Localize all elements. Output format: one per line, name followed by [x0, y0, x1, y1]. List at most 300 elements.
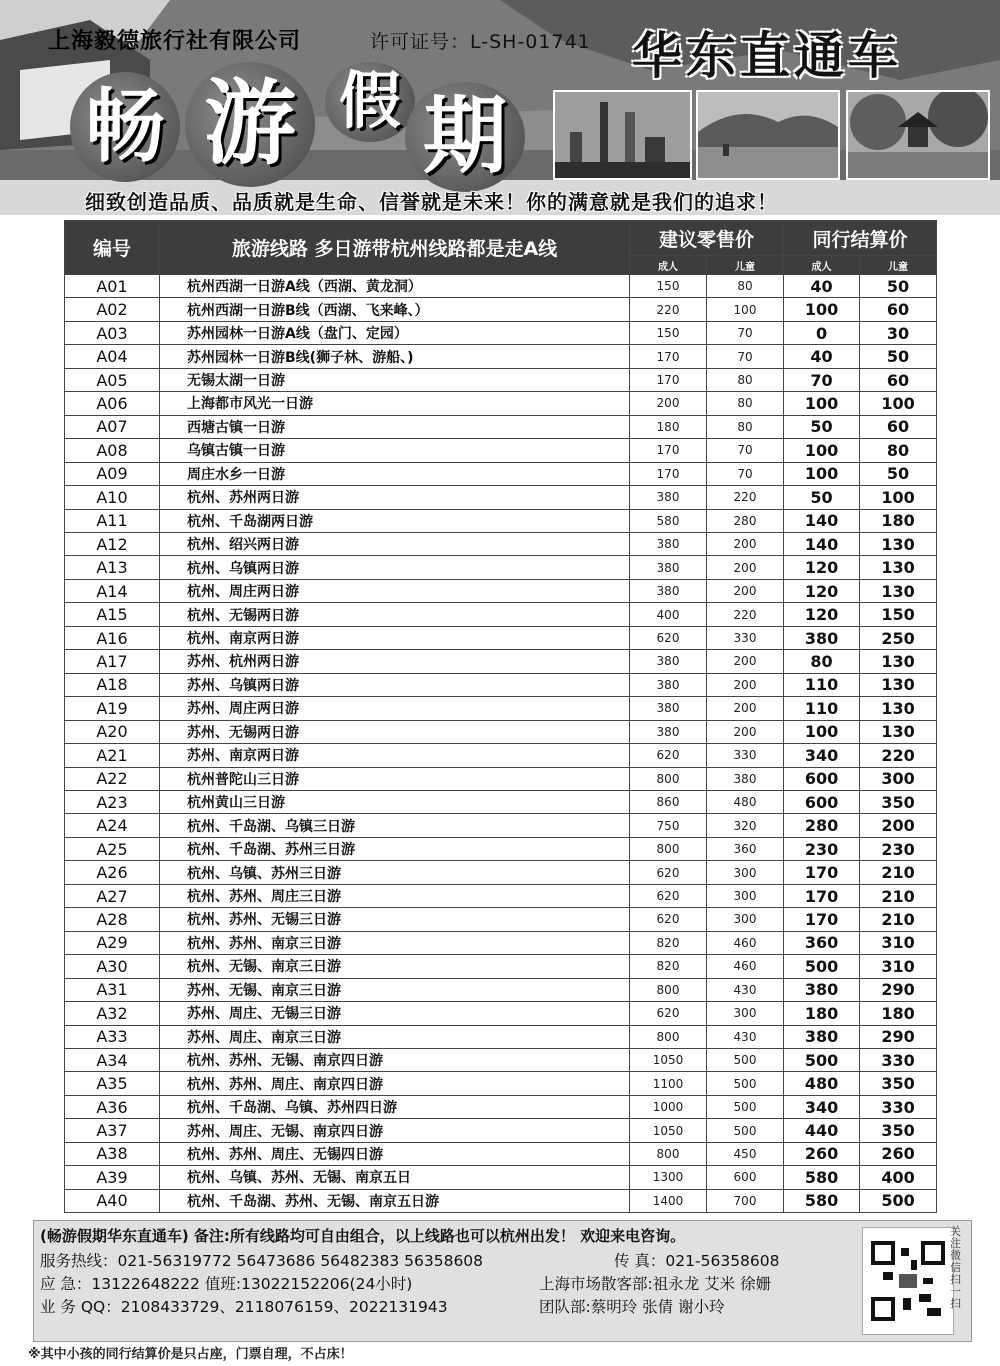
route-code: A14	[65, 579, 160, 602]
retail-child-price: 500	[707, 1095, 784, 1118]
net-adult-price: 100	[784, 720, 860, 743]
route-code: A30	[65, 955, 160, 978]
table-row	[65, 978, 937, 1001]
route-code: A12	[65, 532, 160, 555]
route-name: 西塘古镇一日游	[160, 415, 630, 438]
table-row	[65, 931, 937, 954]
route-name: 苏州、周庄、无锡、南京四日游	[160, 1119, 630, 1142]
table-row	[65, 579, 937, 602]
retail-adult-price: 400	[630, 603, 707, 626]
route-code: A03	[65, 321, 160, 344]
net-adult-price: 80	[784, 650, 860, 673]
route-code: A09	[65, 462, 160, 485]
net-adult-price: 50	[784, 415, 860, 438]
route-name: 杭州、苏州、南京三日游	[160, 931, 630, 954]
market-contacts: 上海市场散客部:祖永龙 艾米 徐姗	[539, 1275, 772, 1293]
retail-child-price: 70	[707, 345, 784, 368]
route-name: 杭州、苏州、周庄三日游	[160, 884, 630, 907]
route-code: A40	[65, 1189, 160, 1212]
route-name: 杭州、南京两日游	[160, 626, 630, 649]
table-row	[65, 1072, 937, 1095]
retail-adult-price: 180	[630, 415, 707, 438]
table-row	[65, 720, 937, 743]
retail-child-price: 80	[707, 392, 784, 415]
route-name: 周庄水乡一日游	[160, 462, 630, 485]
qr-caption: 关注微信扫一扫	[950, 1225, 961, 1310]
net-adult-price: 100	[784, 462, 860, 485]
net-adult-price: 180	[784, 1002, 860, 1025]
table-row	[65, 650, 937, 673]
table-row	[65, 392, 937, 415]
table-row	[65, 1025, 937, 1048]
retail-child-price: 200	[707, 532, 784, 555]
retail-child-price: 360	[707, 837, 784, 860]
table-header-row	[65, 221, 937, 256]
net-child-price: 290	[860, 978, 937, 1001]
net-adult-price: 280	[784, 814, 860, 837]
route-name: 杭州、苏州、周庄、南京四日游	[160, 1072, 630, 1095]
route-name: 杭州、苏州两日游	[160, 486, 630, 509]
route-code: A24	[65, 814, 160, 837]
retail-child-price: 500	[707, 1119, 784, 1142]
route-name: 杭州、苏州、无锡三日游	[160, 908, 630, 931]
table-body	[65, 275, 937, 1213]
route-code: A37	[65, 1119, 160, 1142]
retail-child-price: 200	[707, 720, 784, 743]
retail-child-price: 220	[707, 603, 784, 626]
route-code: A34	[65, 1048, 160, 1071]
net-child-price: 210	[860, 908, 937, 931]
retail-adult-price: 170	[630, 345, 707, 368]
net-child-price: 130	[860, 579, 937, 602]
table-row	[65, 368, 937, 391]
retail-child-price: 300	[707, 861, 784, 884]
net-adult-price: 230	[784, 837, 860, 860]
route-name: 杭州黄山三日游	[160, 790, 630, 813]
retail-child-price: 460	[707, 955, 784, 978]
route-code: A23	[65, 790, 160, 813]
route-name: 杭州普陀山三日游	[160, 767, 630, 790]
table-row	[65, 532, 937, 555]
retail-adult-price: 380	[630, 579, 707, 602]
brand-logo	[70, 62, 560, 192]
retail-adult-price: 620	[630, 861, 707, 884]
table-row	[65, 814, 937, 837]
net-adult-price: 600	[784, 790, 860, 813]
table-row	[65, 1189, 937, 1212]
retail-child-price: 600	[707, 1166, 784, 1189]
retail-adult-price: 1100	[630, 1072, 707, 1095]
net-child-price: 180	[860, 509, 937, 532]
net-child-price: 230	[860, 837, 937, 860]
retail-child-price: 200	[707, 579, 784, 602]
route-name: 苏州、周庄、无锡三日游	[160, 1002, 630, 1025]
net-child-price: 300	[860, 767, 937, 790]
net-adult-price: 120	[784, 603, 860, 626]
retail-adult-price: 800	[630, 1025, 707, 1048]
route-code: A18	[65, 673, 160, 696]
net-child-price: 250	[860, 626, 937, 649]
retail-adult-price: 620	[630, 744, 707, 767]
net-adult-price: 170	[784, 861, 860, 884]
fax-number: 传 真：021-56358608	[614, 1252, 780, 1270]
route-code: A02	[65, 298, 160, 321]
route-name: 杭州、周庄两日游	[160, 579, 630, 602]
retail-child-price: 300	[707, 1002, 784, 1025]
net-adult-price: 0	[784, 321, 860, 344]
retail-child-price: 300	[707, 908, 784, 931]
route-code: A33	[65, 1025, 160, 1048]
table-row	[65, 697, 937, 720]
bottom-note: ※其中小孩的同行结算价是只占座，门票自理，不占床！	[28, 1347, 353, 1362]
net-adult-price: 120	[784, 579, 860, 602]
retail-child-price: 80	[707, 415, 784, 438]
route-name: 杭州、千岛湖、乌镇、苏州四日游	[160, 1095, 630, 1118]
photo-skyline	[553, 90, 692, 180]
net-child-price: 50	[860, 462, 937, 485]
net-adult-price: 260	[784, 1142, 860, 1165]
net-child-price: 100	[860, 486, 937, 509]
net-child-price: 220	[860, 744, 937, 767]
retail-adult-price: 150	[630, 321, 707, 344]
table-row	[65, 626, 937, 649]
brand-char-4: 期	[405, 82, 525, 192]
route-name: 杭州、无锡、南京三日游	[160, 955, 630, 978]
route-code: A31	[65, 978, 160, 1001]
retail-child-price: 200	[707, 556, 784, 579]
net-adult-price: 110	[784, 673, 860, 696]
header-banner	[0, 0, 1000, 215]
retail-child-price: 200	[707, 697, 784, 720]
route-code: A36	[65, 1095, 160, 1118]
table-row	[65, 1002, 937, 1025]
retail-child-price: 100	[707, 298, 784, 321]
route-name: 杭州、乌镇、苏州三日游	[160, 861, 630, 884]
route-name: 苏州园林一日游B线(狮子林、游船、)	[160, 345, 630, 368]
route-name: 苏州、南京两日游	[160, 744, 630, 767]
route-name: 无锡太湖一日游	[160, 368, 630, 391]
retail-adult-price: 200	[630, 392, 707, 415]
net-child-price: 50	[860, 345, 937, 368]
wechat-qr-code[interactable]	[862, 1227, 954, 1335]
net-child-price: 180	[860, 1002, 937, 1025]
table-row	[65, 790, 937, 813]
table-row	[65, 415, 937, 438]
net-adult-price: 40	[784, 275, 860, 298]
net-child-price: 80	[860, 439, 937, 462]
net-adult-price: 500	[784, 955, 860, 978]
table-row	[65, 1142, 937, 1165]
net-adult-price: 50	[784, 486, 860, 509]
table-row	[65, 321, 937, 344]
route-code: A27	[65, 884, 160, 907]
net-adult-price: 440	[784, 1119, 860, 1142]
retail-adult-price: 800	[630, 837, 707, 860]
retail-child-price: 480	[707, 790, 784, 813]
net-adult-price: 120	[784, 556, 860, 579]
retail-child-price: 70	[707, 439, 784, 462]
net-adult-price: 500	[784, 1048, 860, 1071]
retail-child-price: 500	[707, 1048, 784, 1071]
retail-child-price: 500	[707, 1072, 784, 1095]
team-contacts: 团队部:蔡明玲 张倩 谢小玲	[539, 1298, 725, 1316]
table-row	[65, 1119, 937, 1142]
net-adult-price: 580	[784, 1189, 860, 1212]
net-adult-price: 600	[784, 767, 860, 790]
retail-adult-price: 820	[630, 931, 707, 954]
net-child-price: 130	[860, 532, 937, 555]
table-row	[65, 439, 937, 462]
route-name: 杭州、无锡两日游	[160, 603, 630, 626]
net-adult-price: 380	[784, 626, 860, 649]
table-row	[65, 345, 937, 368]
route-name: 杭州、千岛湖、苏州三日游	[160, 837, 630, 860]
route-code: A13	[65, 556, 160, 579]
brand-char-3: 假	[325, 62, 415, 142]
net-adult-price: 380	[784, 1025, 860, 1048]
table-row	[65, 298, 937, 321]
net-adult-price: 110	[784, 697, 860, 720]
emergency-contact: 应 急：13122648222 值班:13022152206(24小时)	[40, 1275, 413, 1293]
route-code: A05	[65, 368, 160, 391]
net-adult-price: 70	[784, 368, 860, 391]
retail-adult-price: 820	[630, 955, 707, 978]
net-child-price: 200	[860, 814, 937, 837]
retail-adult-price: 1300	[630, 1166, 707, 1189]
net-child-price: 330	[860, 1048, 937, 1071]
net-child-price: 50	[860, 275, 937, 298]
license-number: 许可证号：L-SH-01741	[370, 31, 591, 53]
table-row	[65, 275, 937, 298]
retail-child-price: 70	[707, 462, 784, 485]
table-row	[65, 861, 937, 884]
col-header-net: 同行结算价	[784, 221, 937, 256]
table-row	[65, 1095, 937, 1118]
business-qq: 业 务 QQ：2108433729、2118076159、2022131943	[40, 1298, 448, 1316]
table-row	[65, 556, 937, 579]
route-name: 苏州、杭州两日游	[160, 650, 630, 673]
net-child-price: 30	[860, 321, 937, 344]
retail-child-price: 200	[707, 673, 784, 696]
route-code: A07	[65, 415, 160, 438]
net-child-price: 210	[860, 884, 937, 907]
retail-adult-price: 380	[630, 556, 707, 579]
retail-adult-price: 380	[630, 697, 707, 720]
route-name: 苏州、周庄、南京三日游	[160, 1025, 630, 1048]
route-code: A17	[65, 650, 160, 673]
route-code: A22	[65, 767, 160, 790]
col-header-net-child: 儿童	[860, 256, 937, 275]
route-code: A11	[65, 509, 160, 532]
route-code: A10	[65, 486, 160, 509]
net-child-price: 60	[860, 415, 937, 438]
retail-adult-price: 800	[630, 978, 707, 1001]
net-child-price: 130	[860, 673, 937, 696]
brand-char-1: 畅	[70, 72, 180, 182]
table-row	[65, 955, 937, 978]
retail-child-price: 80	[707, 275, 784, 298]
route-name: 杭州西湖一日游A线（西湖、黄龙洞）	[160, 275, 630, 298]
route-name: 苏州、周庄两日游	[160, 697, 630, 720]
route-code: A15	[65, 603, 160, 626]
route-name: 杭州、绍兴两日游	[160, 532, 630, 555]
net-adult-price: 40	[784, 345, 860, 368]
net-adult-price: 140	[784, 532, 860, 555]
retail-adult-price: 800	[630, 1142, 707, 1165]
net-child-price: 350	[860, 1072, 937, 1095]
net-adult-price: 340	[784, 744, 860, 767]
col-header-retail-child: 儿童	[707, 256, 784, 275]
retail-adult-price: 170	[630, 368, 707, 391]
retail-child-price: 300	[707, 884, 784, 907]
net-child-price: 290	[860, 1025, 937, 1048]
retail-child-price: 80	[707, 368, 784, 391]
route-name: 杭州、千岛湖、乌镇三日游	[160, 814, 630, 837]
route-code: A01	[65, 275, 160, 298]
retail-adult-price: 380	[630, 720, 707, 743]
table-row	[65, 884, 937, 907]
table-row	[65, 509, 937, 532]
price-table	[64, 220, 937, 1213]
retail-child-price: 460	[707, 931, 784, 954]
route-code: A25	[65, 837, 160, 860]
page-title: 华东直通车	[632, 27, 902, 85]
retail-child-price: 330	[707, 744, 784, 767]
route-code: A39	[65, 1166, 160, 1189]
route-code: A32	[65, 1002, 160, 1025]
net-child-price: 60	[860, 368, 937, 391]
net-child-price: 260	[860, 1142, 937, 1165]
net-child-price: 330	[860, 1095, 937, 1118]
net-adult-price: 360	[784, 931, 860, 954]
table-row	[65, 462, 937, 485]
retail-adult-price: 380	[630, 650, 707, 673]
route-name: 杭州、乌镇、苏州、无锡、南京五日	[160, 1166, 630, 1189]
retail-child-price: 380	[707, 767, 784, 790]
retail-adult-price: 1050	[630, 1048, 707, 1071]
route-name: 苏州、乌镇两日游	[160, 673, 630, 696]
route-name: 苏州、无锡两日游	[160, 720, 630, 743]
route-name: 苏州园林一日游A线（盘门、定园）	[160, 321, 630, 344]
net-adult-price: 340	[784, 1095, 860, 1118]
route-code: A20	[65, 720, 160, 743]
col-header-code: 编号	[65, 221, 160, 275]
route-code: A19	[65, 697, 160, 720]
retail-child-price: 70	[707, 321, 784, 344]
table-row	[65, 837, 937, 860]
retail-adult-price: 580	[630, 509, 707, 532]
company-name: 上海毅德旅行社有限公司	[48, 29, 302, 54]
route-name: 上海都市风光一日游	[160, 392, 630, 415]
net-child-price: 400	[860, 1166, 937, 1189]
table-row	[65, 908, 937, 931]
route-code: A16	[65, 626, 160, 649]
retail-child-price: 320	[707, 814, 784, 837]
net-child-price: 210	[860, 861, 937, 884]
table-row	[65, 744, 937, 767]
net-adult-price: 380	[784, 978, 860, 1001]
retail-adult-price: 1050	[630, 1119, 707, 1142]
col-header-net-adult: 成人	[784, 256, 860, 275]
retail-child-price: 700	[707, 1189, 784, 1212]
table-row	[65, 1166, 937, 1189]
net-child-price: 310	[860, 955, 937, 978]
net-adult-price: 480	[784, 1072, 860, 1095]
retail-adult-price: 150	[630, 275, 707, 298]
retail-adult-price: 220	[630, 298, 707, 321]
table-row	[65, 603, 937, 626]
net-adult-price: 580	[784, 1166, 860, 1189]
route-name: 杭州、千岛湖、苏州、无锡、南京五日游	[160, 1189, 630, 1212]
route-code: A06	[65, 392, 160, 415]
route-code: A35	[65, 1072, 160, 1095]
table-row	[65, 673, 937, 696]
route-name: 杭州、苏州、周庄、无锡四日游	[160, 1142, 630, 1165]
retail-child-price: 430	[707, 978, 784, 1001]
retail-adult-price: 1400	[630, 1189, 707, 1212]
net-child-price: 350	[860, 790, 937, 813]
footer-note: (畅游假期华东直通车) 备注:所有线路均可自由组合，以上线路也可以杭州出发！ 欢迎来电咨询。	[40, 1227, 686, 1245]
retail-adult-price: 620	[630, 884, 707, 907]
net-child-price: 130	[860, 650, 937, 673]
photo-lake	[696, 90, 840, 180]
retail-child-price: 200	[707, 650, 784, 673]
table-row	[65, 767, 937, 790]
net-child-price: 130	[860, 720, 937, 743]
retail-adult-price: 170	[630, 462, 707, 485]
route-name: 杭州、乌镇两日游	[160, 556, 630, 579]
net-adult-price: 140	[784, 509, 860, 532]
retail-adult-price: 380	[630, 532, 707, 555]
route-name: 杭州、千岛湖两日游	[160, 509, 630, 532]
net-adult-price: 100	[784, 298, 860, 321]
net-child-price: 500	[860, 1189, 937, 1212]
retail-child-price: 450	[707, 1142, 784, 1165]
route-code: A28	[65, 908, 160, 931]
route-code: A29	[65, 931, 160, 954]
retail-adult-price: 800	[630, 767, 707, 790]
retail-adult-price: 620	[630, 1002, 707, 1025]
retail-adult-price: 1000	[630, 1095, 707, 1118]
net-child-price: 350	[860, 1119, 937, 1142]
table-row	[65, 1048, 937, 1071]
retail-adult-price: 860	[630, 790, 707, 813]
route-name: 乌镇古镇一日游	[160, 439, 630, 462]
col-header-retail: 建议零售价	[630, 221, 784, 256]
net-child-price: 60	[860, 298, 937, 321]
net-child-price: 100	[860, 392, 937, 415]
net-adult-price: 100	[784, 392, 860, 415]
retail-adult-price: 380	[630, 673, 707, 696]
route-code: A04	[65, 345, 160, 368]
retail-child-price: 430	[707, 1025, 784, 1048]
col-header-route: 旅游线路 多日游带杭州线路都是走A线	[160, 221, 630, 275]
route-name: 苏州、无锡、南京三日游	[160, 978, 630, 1001]
net-child-price: 130	[860, 556, 937, 579]
retail-adult-price: 750	[630, 814, 707, 837]
slogan: 细致创造品质、品质就是生命、信誉就是未来！你的满意就是我们的追求！	[85, 190, 778, 214]
retail-adult-price: 170	[630, 439, 707, 462]
route-name: 杭州、苏州、无锡、南京四日游	[160, 1048, 630, 1071]
footer-contact	[33, 1220, 972, 1342]
retail-child-price: 330	[707, 626, 784, 649]
service-hotline: 服务热线：021-56319772 56473686 56482383 56358608	[40, 1252, 484, 1270]
brand-char-2: 游	[185, 62, 315, 187]
retail-adult-price: 620	[630, 626, 707, 649]
net-child-price: 130	[860, 697, 937, 720]
retail-adult-price: 380	[630, 486, 707, 509]
col-header-retail-adult: 成人	[630, 256, 707, 275]
